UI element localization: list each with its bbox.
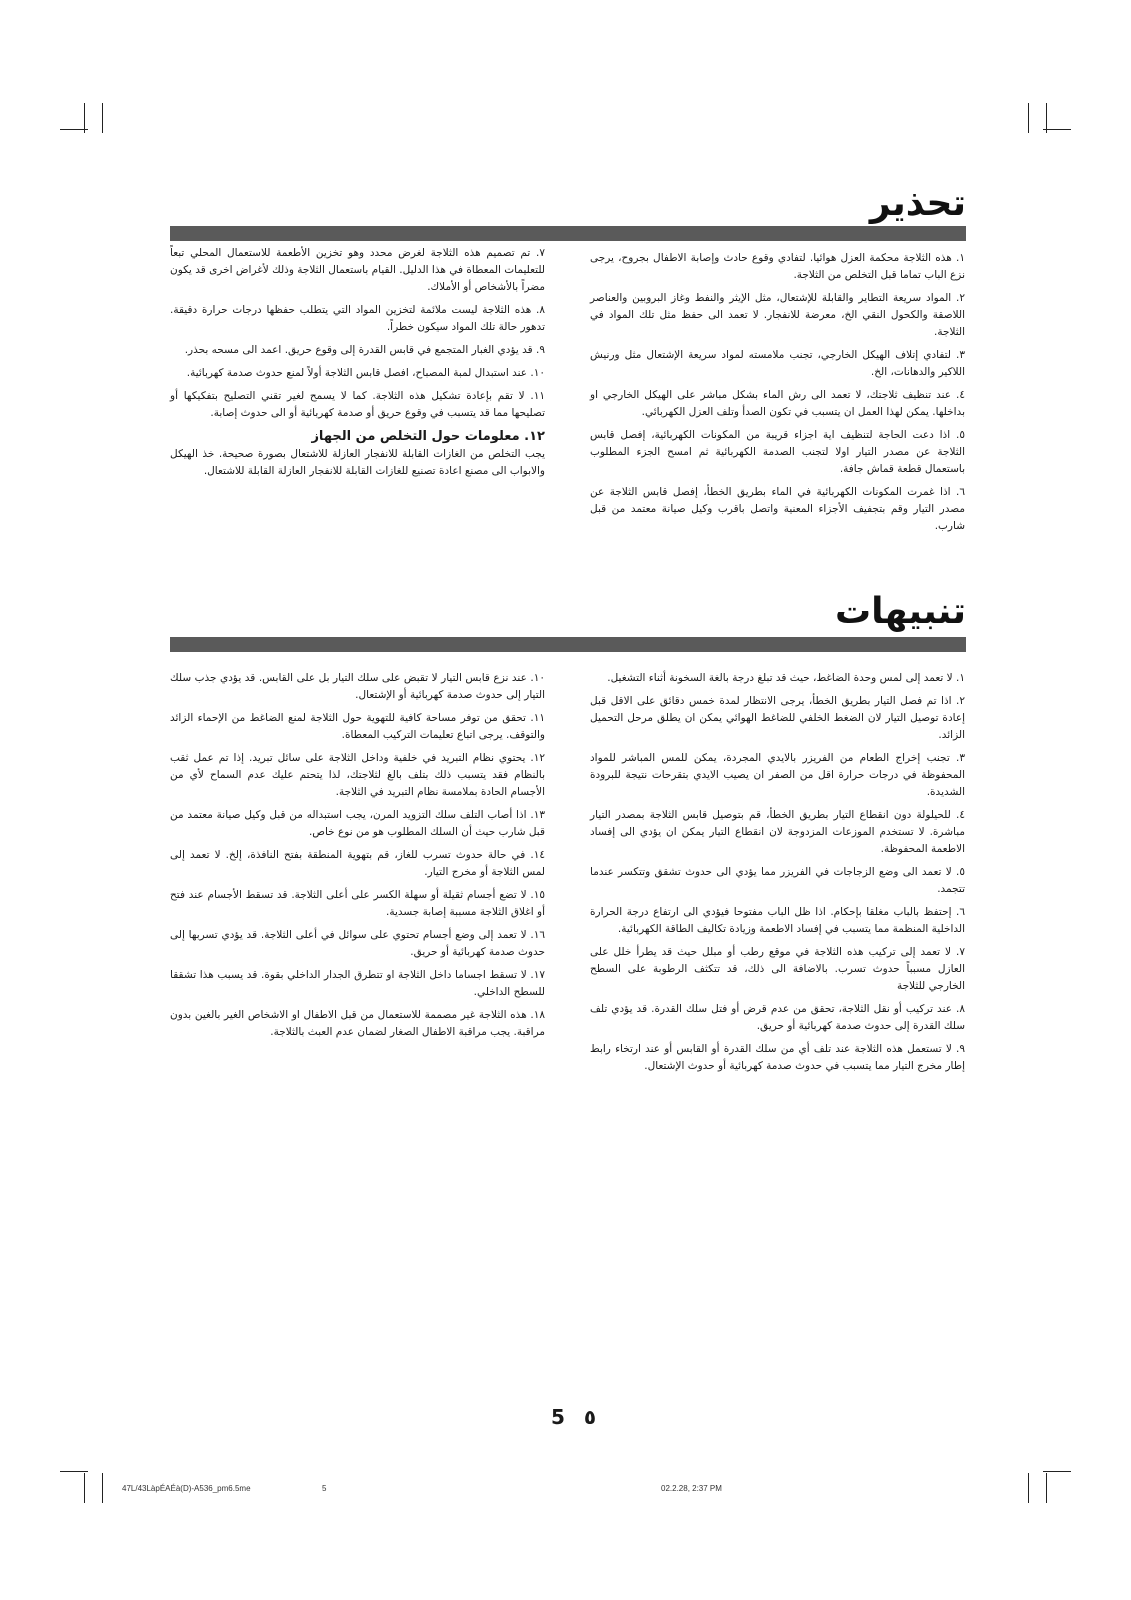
page-number-arabic: ٥ <box>583 1405 597 1429</box>
crop-mark <box>84 103 85 133</box>
caution-item: ٩. لا تستعمل هذه الثلاجة عند تلف أي من سلك القدرة أو القابس أو عند ارتخاء رابط إطار مخرج التيار مما يتسبب في حدوث صدمة كهربائية أو حدوث الإشتعال. <box>590 1043 965 1072</box>
caution-item: ١. لا تعمد إلى لمس وحدة الضاغط، حيث قد تبلغ درجة بالغة السخونة أثناء التشغيل. <box>607 672 965 684</box>
cautions-title-bar <box>170 637 966 652</box>
crop-mark <box>102 103 103 133</box>
disposal-body: يجب التخلص من الغازات القابلة للانفجار العازلة للاشتعال بصورة صحيحة. خذ الهيكل والابواب الى مصنع اعادة تصنيع للغازات القابلة للانفجار العازلة القابلة للاشتعال. <box>170 448 545 477</box>
cautions-title: تنبيهات <box>834 591 966 632</box>
crop-mark <box>1043 129 1071 130</box>
caution-item: ١٥. لا تضع أجسام ثقيلة أو سهلة الكسر على أعلى الثلاجة. قد تسقط الأجسام عند فتح أو اغلاق الثلاجة مسببة إصابة جسدية. <box>170 889 545 918</box>
page-number <box>545 1405 602 1429</box>
warning-item: ٨. هذه الثلاجة ليست ملائمة لتخزين المواد التي يتطلب حفظها درجات حرارة دقيقة. تدهور حالة تلك المواد سيكون خطراً. <box>170 304 545 333</box>
crop-mark <box>1028 1473 1029 1503</box>
caution-item: ٦. إحتفظ بالباب مغلقا بإحكام. اذا ظل الباب مفتوحا فيؤدي الى ارتفاع درجة الحرارة الداخلية المنظمة مما يتسبب في إفساد الاطعمة وزيادة تكاليف الطاقة الكهربائية. <box>590 906 965 935</box>
caution-item: ٨. عند تركيب أو نقل الثلاجة، تحقق من عدم قرض أو فتل سلك القدرة. قد يؤدي تلف سلك القدرة إلى حدوث صدمة كهربائية أو حريق. <box>590 1003 965 1032</box>
crop-mark <box>102 1473 103 1503</box>
caution-item: ٤. للحيلولة دون انقطاع التيار بطريق الخطأ، قم بتوصيل قابس الثلاجة بمصدر التيار مباشرة. لا تستخدم الموزعات المزدوجة لان انقطاع التيار يمكن ان يؤدي الى إفساد الاطعمة المحفوظة. <box>590 809 965 855</box>
caution-item: ١٤. في حالة حدوث تسرب للغاز، قم بتهوية المنطقة بفتح النافذة، إلخ. لا تعمد إلى لمس الثلاجة أو مخرج التيار. <box>170 849 545 878</box>
crop-mark <box>1046 103 1047 133</box>
caution-item: ١٣. اذا أصاب التلف سلك التزويد المرن، يجب استبداله من قبل وكيل صيانة معتمد من قبل شارب حيث أن السلك المطلوب هو من نوع خاص. <box>170 809 545 838</box>
warning-left-column <box>170 245 545 486</box>
warning-title-bar <box>170 226 966 241</box>
caution-item: ١٢. يحتوي نظام التبريد في خلفية وداخل الثلاجة على سائل تبريد. إذا تم عمل ثقب بالنظام فقد يتسبب ذلك بتلف بالغ لثلاجتك، لذا يتحتم عليك عدم السماح لأي من الأجسام الحادة بملامسة نظام التبريد في الثلاجة. <box>170 752 545 798</box>
caution-item: ١١. تحقق من توفر مساحة كافية للتهوية حول الثلاجة لمنع الضاغط من الإحماء الزائد والتوقف. يرجى اتباع تعليمات التركيب المعطاة. <box>170 712 545 741</box>
warning-item: ١٠. عند استبدال لمبة المصباح، افصل قابس الثلاجة أولاً لمنع حدوث صدمة كهربائية. <box>186 367 545 379</box>
footer-page: 5 <box>322 1484 327 1493</box>
warning-right-column <box>590 250 965 541</box>
footer-timestamp: 02.2.28, 2:37 PM <box>661 1484 722 1493</box>
caution-item: ٣. تجنب إخراج الطعام من الفريزر بالايدي المجردة، يمكن للمس المباشر للمواد المحفوظة في درجات حرارة اقل من الصفر ان يصيب الايدي بتقرحات نتيجة للبرودة الشديدة. <box>590 752 965 798</box>
disposal-heading: ١٢. معلومات حول التخلص من الجهاز <box>311 429 545 444</box>
footer-file-name: 47L/43LàpÉAÉà(D)-A536_pm6.5me <box>122 1484 251 1493</box>
caution-item: ١٦. لا تعمد إلى وضع أجسام تحتوي على سوائل في أعلى الثلاجة. قد يؤدي تسربها إلى حدوث صدمة كهربائية أو حريق. <box>170 929 545 958</box>
warning-item: ٩. قد يؤدي الغبار المتجمع في قابس القدرة إلى وقوع حريق. اعمد الى مسحه بحذر. <box>184 344 545 356</box>
warning-item: ٥. اذا دعت الحاجة لتنظيف اية اجزاء قريبة من المكونات الكهربائية، إفصل قابس الثلاجة عن مصدر التيار اولا لتجنب الصدمة الكهربائية ثم امسح الجزء المطلوب باستعمال قطعة قماش جافة. <box>590 429 965 475</box>
caution-item: ١٧. لا تسقط اجساما داخل الثلاجة او تتطرق الجدار الداخلي بقوة. قد يسبب هذا تشققا للسطح الداخلي. <box>170 969 545 998</box>
caution-item: ٧. لا تعمد إلى تركيب هذه الثلاجة في موقع رطب أو مبلل حيث قد يطرأ خلل على العازل مسبباً حدوث تسرب. بالاضافة الى ذلك، قد تتكثف الرطوبة على السطح الخارجي للثلاجة <box>590 946 965 992</box>
warning-item: ٢. المواد سريعة التطاير والقابلة للإشتعال، مثل الإيثر والنفط وغاز البروبين والعناصر اللاصقة والكحول النقي الخ، معرضة للانفجار. لا تعمد الى حفظ مثل تلك المواد في الثلاجة. <box>590 292 965 338</box>
warning-item: ١١. لا تقم بإعادة تشكيل هذه الثلاجة. كما لا يسمح لغير تقني التصليح بتفكيكها أو تصليحها مما قد يتسبب في وقوع حريق أو صدمة كهربائية أو الى حدوث إصابة. <box>170 390 545 419</box>
cautions-left-column <box>170 670 545 1047</box>
caution-item: ٢. اذا تم فصل التيار بطريق الخطأ، يرجى الانتظار لمدة خمس دقائق على الاقل قبل إعادة توصيل التيار لان الضغط الخلفي للضاغط الهوائي يمكن ان يطلق مرحل التحميل الزائد. <box>590 695 965 741</box>
caution-item: ٥. لا تعمد الى وضع الزجاجات في الفريزر مما يؤدي الى حدوث تشقق وتتكسر عندما تتجمد. <box>590 866 965 895</box>
page-number-latin: 5 <box>551 1405 565 1429</box>
cautions-right-column <box>590 670 965 1081</box>
crop-mark <box>1046 1473 1047 1503</box>
crop-mark <box>1043 1471 1071 1472</box>
crop-mark <box>84 1473 85 1503</box>
warning-item: ١. هذه الثلاجة محكمة العزل هوائيا. لتفادي وقوع حادث وإصابة الاطفال بجروح، يرجى نزع الباب تماما قبل التخلص من الثلاجة. <box>590 252 965 281</box>
warning-item: ٣. لتفادي إتلاف الهيكل الخارجي، تجنب ملامسته لمواد سريعة الإشتعال مثل ورنيش اللاكير والدهانات، الخ. <box>590 349 965 378</box>
crop-mark <box>60 1471 88 1472</box>
warning-item: ٧. تم تصميم هذه الثلاجة لغرض محدد وهو تخزين الأطعمة للاستعمال المحلي تبعاً للتعليمات المعطاة في هذا الدليل. القيام باستعمال الثلاجة وذلك لأغراض اخرى قد يكون مضراً بالأشخاص أو الأملاك. <box>170 247 545 293</box>
warning-title: تحذير <box>869 183 966 224</box>
caution-item: ١٨. هذه الثلاجة غير مصممة للاستعمال من قبل الاطفال او الاشخاص الغير بالغين بدون مراقبة. يجب مراقبة الاطفال الصغار لضمان عدم العبث بالثلاجة. <box>170 1009 545 1038</box>
caution-item: ١٠. عند نزع قابس التيار لا تقبض على سلك التيار بل على القابس. قد يؤدي جذب سلك التيار إلى حدوث صدمة كهربائية أو الإشتعال. <box>170 672 545 701</box>
warning-item: ٤. عند تنظيف ثلاجتك، لا تعمد الى رش الماء بشكل مباشر على الهيكل الخارجي او بداخلها. يمكن لهذا العمل ان يتسبب في تكون الصدأ وتلف العزل الكهربائي. <box>590 389 965 418</box>
crop-mark <box>1028 103 1029 133</box>
warning-item: ٦. اذا غمرت المكونات الكهربائية في الماء بطريق الخطأ، إفصل قابس الثلاجة عن مصدر التيار وقم بتجفيف الأجزاء المعنية واتصل باقرب وكيل صيانة معتمد من قبل شارب. <box>590 486 965 532</box>
